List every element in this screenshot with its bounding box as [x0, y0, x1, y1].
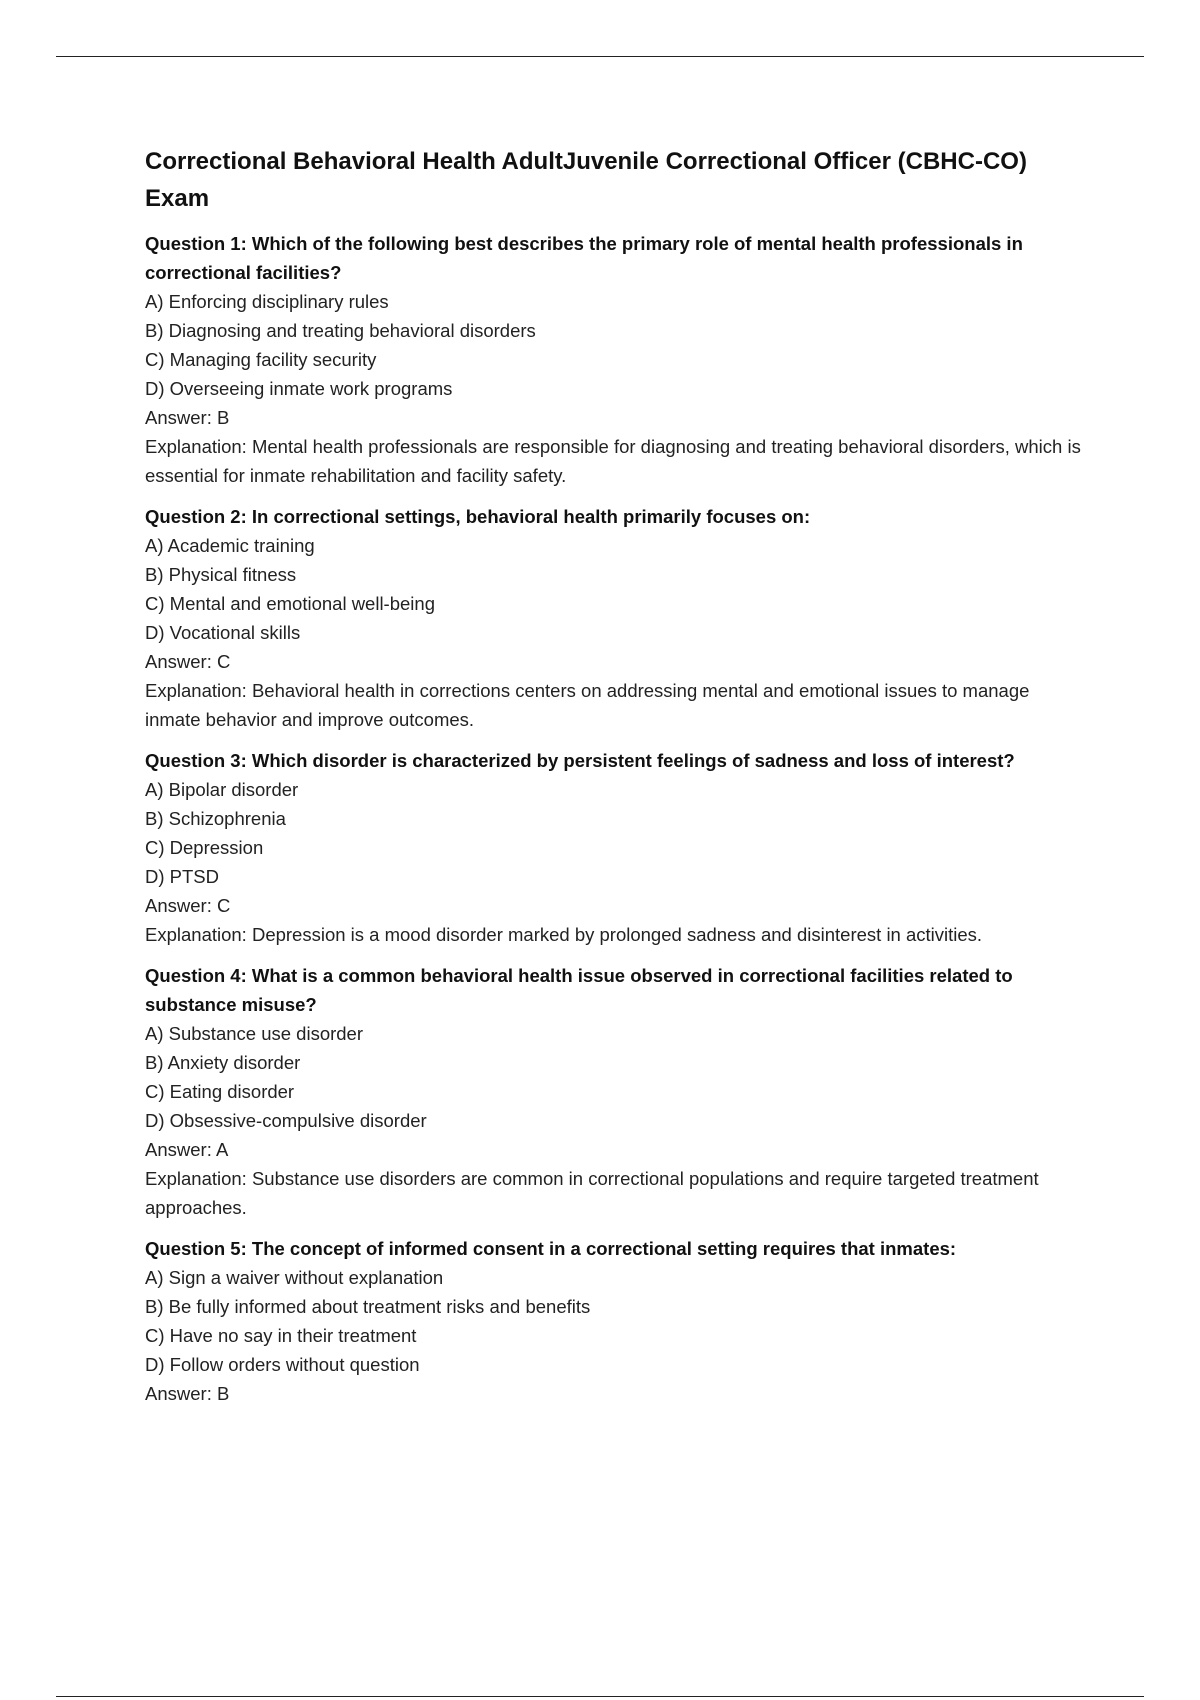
question-number: Question 5:	[145, 1238, 247, 1259]
question-prompt	[145, 1234, 1085, 1263]
top-divider	[56, 56, 1144, 57]
question-text: The concept of informed consent in a correctional setting requires that inmates:	[251, 1238, 957, 1259]
answer-option: C) Managing facility security	[145, 349, 377, 370]
question-text: Which of the following best describes the primary role of mental health professionals in correctional facilities?	[145, 233, 1023, 283]
answer-explanation: Explanation: Behavioral health in corrections centers on addressing mental and emotional issues to manage inmate behavior and improve outcomes.	[145, 680, 1030, 730]
answer-option: C) Have no say in their treatment	[145, 1325, 417, 1346]
answer-option: B) Diagnosing and treating behavioral disorders	[145, 320, 536, 341]
question-prompt	[145, 229, 1085, 287]
answer-option: D) Follow orders without question	[145, 1354, 420, 1375]
correct-answer: Answer: C	[145, 895, 231, 916]
answer-option: A) Academic training	[145, 535, 315, 556]
question-block	[145, 229, 1085, 490]
answer-option: D) PTSD	[145, 866, 219, 887]
answer-option: C) Mental and emotional well-being	[145, 593, 435, 614]
correct-answer: Answer: B	[145, 1383, 230, 1404]
question-block	[145, 961, 1085, 1222]
correct-answer: Answer: B	[145, 407, 230, 428]
answer-option: D) Overseeing inmate work programs	[145, 378, 453, 399]
question-prompt	[145, 746, 1085, 775]
answer-option: D) Vocational skills	[145, 622, 301, 643]
question-number: Question 3:	[145, 750, 247, 771]
question-prompt	[145, 502, 1085, 531]
answer-option: A) Sign a waiver without explanation	[145, 1267, 444, 1288]
answer-option: B) Physical fitness	[145, 564, 297, 585]
answer-option: C) Depression	[145, 837, 264, 858]
question-text: In correctional settings, behavioral health primarily focuses on:	[251, 506, 811, 527]
answer-explanation: Explanation: Depression is a mood disorder marked by prolonged sadness and disinterest in activities.	[145, 924, 983, 945]
answer-option: B) Anxiety disorder	[145, 1052, 301, 1073]
answer-option: A) Enforcing disciplinary rules	[145, 291, 389, 312]
question-block	[145, 746, 1085, 949]
question-number: Question 2:	[145, 506, 247, 527]
answer-option: D) Obsessive-compulsive disorder	[145, 1110, 427, 1131]
bottom-divider	[56, 1696, 1144, 1697]
question-text: Which disorder is characterized by persistent feelings of sadness and loss of interest?	[251, 750, 1015, 771]
correct-answer: Answer: C	[145, 651, 231, 672]
question-block	[145, 1234, 1085, 1408]
question-text: What is a common behavioral health issue observed in correctional facilities related to substance misuse?	[145, 965, 1013, 1015]
correct-answer: Answer: A	[145, 1139, 229, 1160]
answer-option: B) Schizophrenia	[145, 808, 286, 829]
question-number: Question 1:	[145, 233, 247, 254]
question-prompt	[145, 961, 1085, 1019]
answer-option: B) Be fully informed about treatment risks and benefits	[145, 1296, 591, 1317]
answer-option: A) Bipolar disorder	[145, 779, 299, 800]
question-number: Question 4:	[145, 965, 247, 986]
answer-explanation: Explanation: Mental health professionals are responsible for diagnosing and treating behavioral disorders, which is essential for inmate rehabilitation and facility safety.	[145, 436, 1081, 486]
document-title: Correctional Behavioral Health AdultJuvenile Correctional Officer (CBHC-CO) Exam	[145, 148, 1027, 212]
answer-option: C) Eating disorder	[145, 1081, 295, 1102]
answer-explanation: Explanation: Substance use disorders are common in correctional populations and require targeted treatment approaches.	[145, 1168, 1039, 1218]
question-block	[145, 502, 1085, 734]
answer-option: A) Substance use disorder	[145, 1023, 364, 1044]
document-body	[145, 143, 1085, 1420]
